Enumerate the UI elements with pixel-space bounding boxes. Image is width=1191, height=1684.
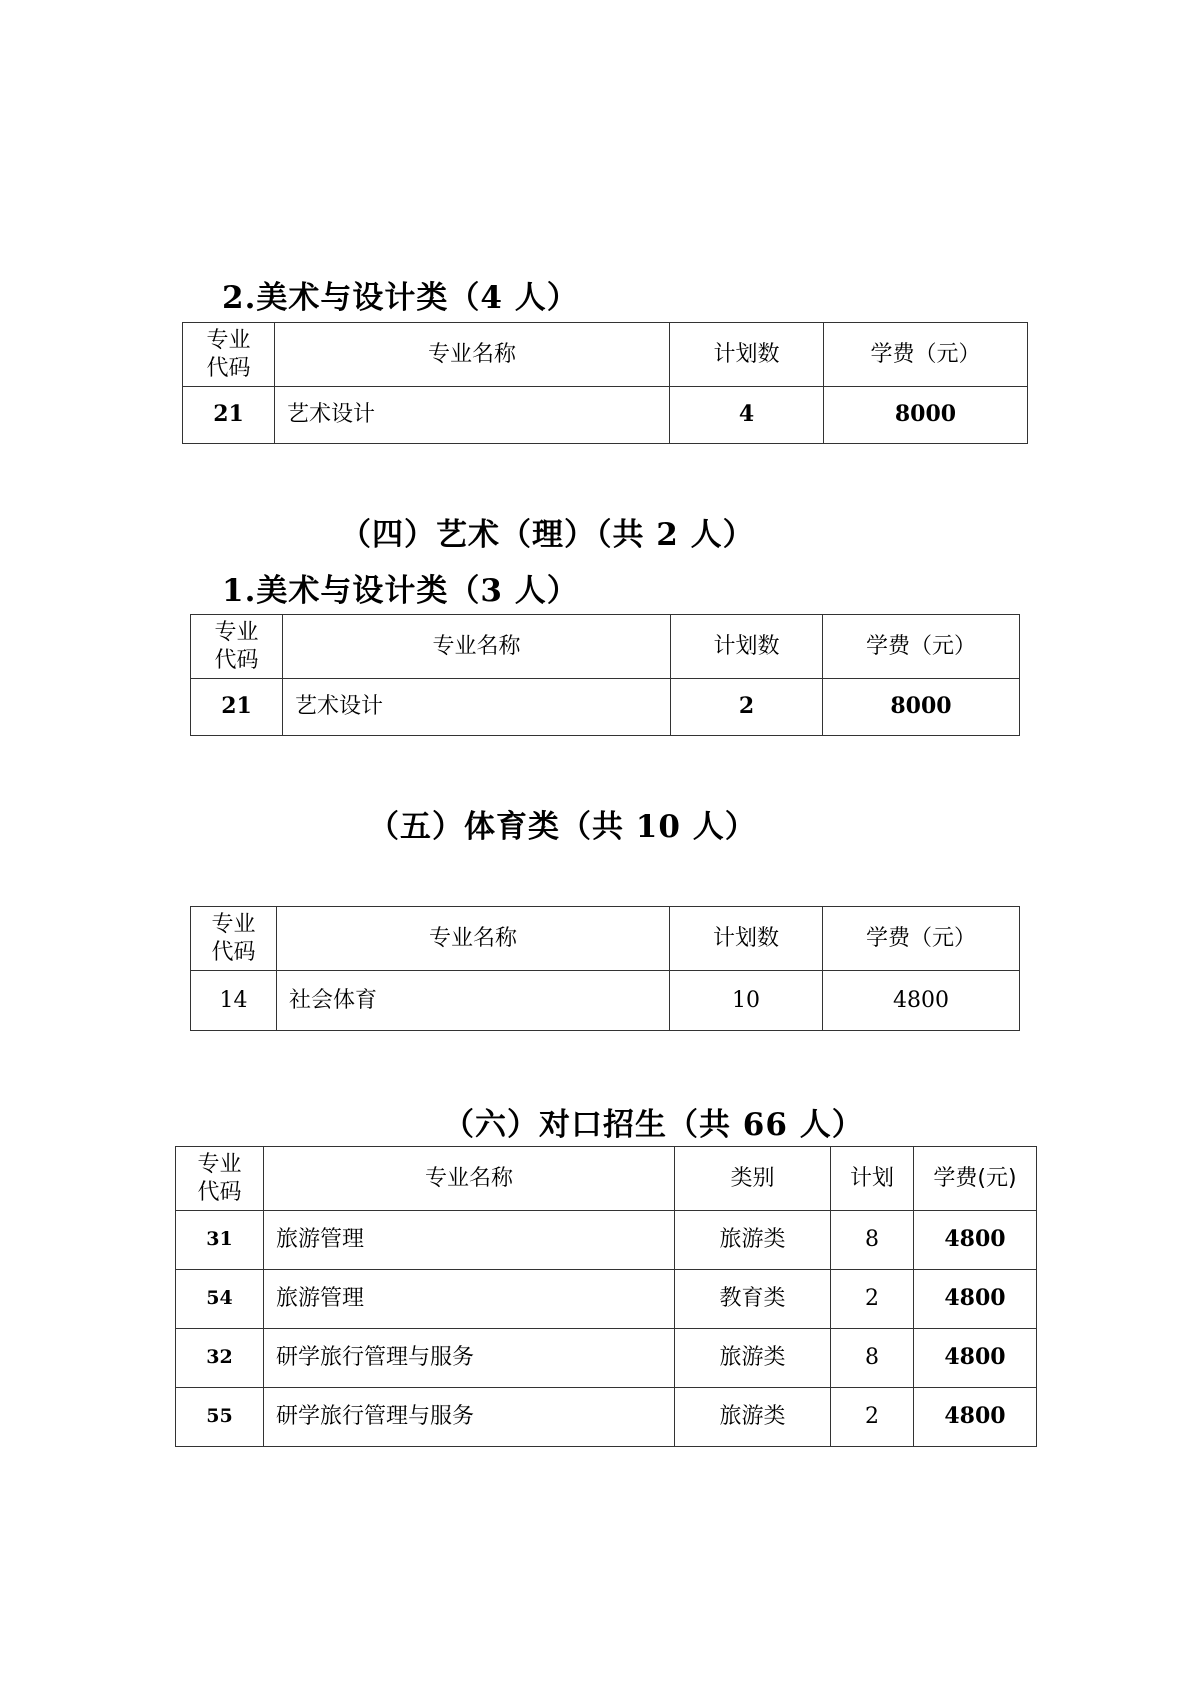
cell-plan: 8 <box>831 1329 914 1388</box>
header-major-name: 专业名称 <box>275 323 670 387</box>
header-plan-count: 计划数 <box>670 323 824 387</box>
header-plan: 计划 <box>831 1147 914 1211</box>
header-major-code: 专业 代码 <box>191 907 277 971</box>
header-tuition: 学费（元） <box>823 615 1020 679</box>
cell-major-name: 艺术设计 <box>283 679 671 736</box>
cell-major-name: 研学旅行管理与服务 <box>264 1388 675 1447</box>
table-sports <box>190 906 1020 1031</box>
cell-plan: 10 <box>670 971 823 1031</box>
section-title-art-design-3: 1.美术与设计类（3 人） <box>222 573 579 609</box>
cell-category: 旅游类 <box>675 1329 831 1388</box>
table-header-row <box>191 907 1020 971</box>
cell-tuition: 8000 <box>823 679 1020 736</box>
cell-plan: 2 <box>831 1388 914 1447</box>
cell-code: 54 <box>176 1270 264 1329</box>
header-tuition: 学费（元） <box>823 907 1020 971</box>
cell-plan: 4 <box>670 387 824 444</box>
cell-code: 21 <box>191 679 283 736</box>
cell-major-name: 旅游管理 <box>264 1270 675 1329</box>
cell-category: 教育类 <box>675 1270 831 1329</box>
header-plan-count: 计划数 <box>671 615 823 679</box>
table-row <box>176 1270 1037 1329</box>
cell-tuition: 4800 <box>823 971 1020 1031</box>
cell-code: 55 <box>176 1388 264 1447</box>
header-major-code: 专业 代码 <box>176 1147 264 1211</box>
cell-code: 32 <box>176 1329 264 1388</box>
cell-tuition: 4800 <box>914 1211 1037 1270</box>
table-art-design-3 <box>190 614 1020 736</box>
cell-plan: 2 <box>671 679 823 736</box>
section-title-art-design-4: 2.美术与设计类（4 人） <box>222 280 579 316</box>
header-major-name: 专业名称 <box>283 615 671 679</box>
header-major-name: 专业名称 <box>277 907 670 971</box>
table-header-row <box>176 1147 1037 1211</box>
table-header-row <box>183 323 1028 387</box>
table-art-design-4 <box>182 322 1028 444</box>
header-major-name: 专业名称 <box>264 1147 675 1211</box>
table-row <box>176 1211 1037 1270</box>
table-header-row <box>191 615 1020 679</box>
table-row <box>183 387 1028 444</box>
header-category: 类别 <box>675 1147 831 1211</box>
cell-tuition: 8000 <box>824 387 1028 444</box>
cell-plan: 8 <box>831 1211 914 1270</box>
table-row <box>191 679 1020 736</box>
header-tuition: 学费(元) <box>914 1147 1037 1211</box>
cell-plan: 2 <box>831 1270 914 1329</box>
cell-major-name: 社会体育 <box>277 971 670 1031</box>
group-title-counterpart: （六）对口招生（共 66 人） <box>443 1107 864 1143</box>
header-major-code: 专业 代码 <box>183 323 275 387</box>
table-counterpart <box>175 1146 1037 1447</box>
cell-code: 21 <box>183 387 275 444</box>
cell-category: 旅游类 <box>675 1211 831 1270</box>
cell-major-name: 旅游管理 <box>264 1211 675 1270</box>
group-title-art-science: （四）艺术（理）（共 2 人） <box>340 517 755 553</box>
cell-category: 旅游类 <box>675 1388 831 1447</box>
cell-tuition: 4800 <box>914 1388 1037 1447</box>
cell-tuition: 4800 <box>914 1329 1037 1388</box>
header-tuition: 学费（元） <box>824 323 1028 387</box>
cell-code: 31 <box>176 1211 264 1270</box>
group-title-sports: （五）体育类（共 10 人） <box>368 809 757 845</box>
table-row <box>176 1329 1037 1388</box>
cell-tuition: 4800 <box>914 1270 1037 1329</box>
table-row <box>191 971 1020 1031</box>
table-row <box>176 1388 1037 1447</box>
cell-major-name: 艺术设计 <box>275 387 670 444</box>
header-major-code: 专业 代码 <box>191 615 283 679</box>
header-plan-count: 计划数 <box>670 907 823 971</box>
cell-major-name: 研学旅行管理与服务 <box>264 1329 675 1388</box>
cell-code: 14 <box>191 971 277 1031</box>
